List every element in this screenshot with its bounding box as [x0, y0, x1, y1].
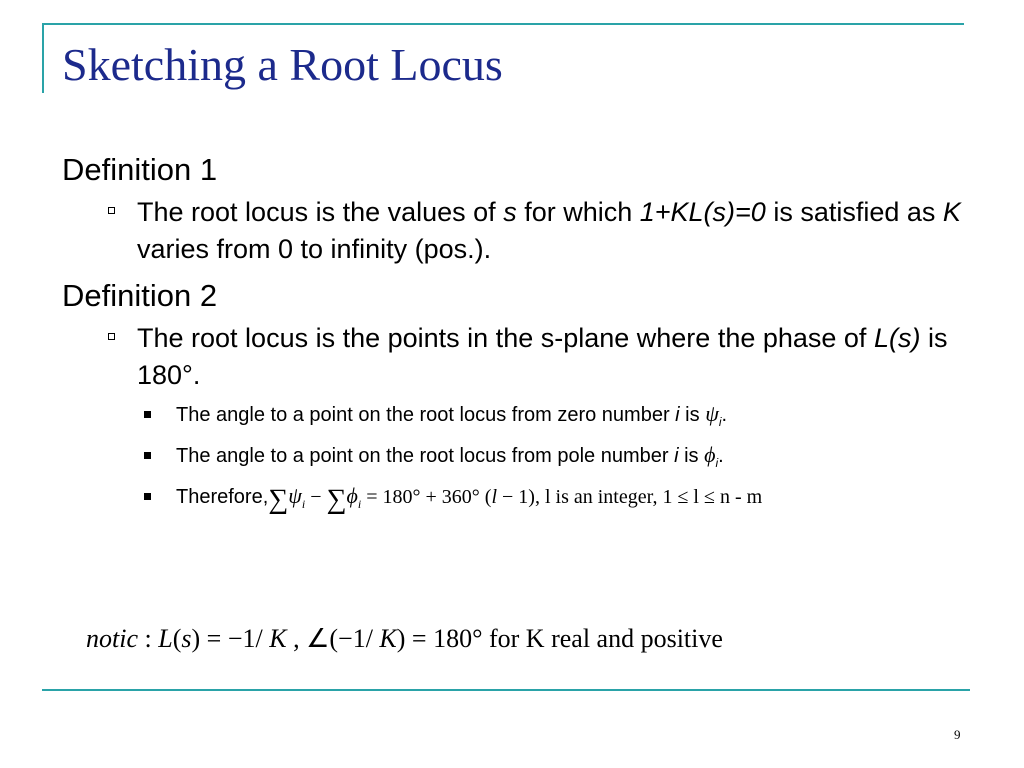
notice-equation: notic : L(s) = −1/ K , ∠(−1/ K) = 180° for K real and positive — [86, 624, 723, 653]
left-frame-line — [42, 23, 44, 93]
square-bullet-icon — [144, 411, 151, 418]
definition-2-text: The root locus is the points in the s-plane where the phase of L(s) is 180°. — [62, 320, 992, 394]
definition-1-text: The root locus is the values of s for which 1+KL(s)=0 is satisfied as K varies from 0 to infinity (pos.). — [62, 194, 992, 268]
angle-condition-equation: $\sum\psi_i - \sum\phi_i = 180^\circ + 360^\circ$ (l − 1), l is an integer, 1 ≤ l ≤ n - m — [268, 483, 763, 515]
definition-1-heading: Definition 1 — [62, 152, 218, 187]
angle-condition-item: $Therefore,\sum\psi_i - \sum\phi_i = 180^\circ + 360^\circ$ (l − 1), l is an integer, 1 ≤ l ≤ n - m — [62, 483, 992, 517]
zero-angle-item: The angle to a point on the root locus from zero number i is $\psi_i$. — [62, 401, 992, 435]
square-bullet-icon — [144, 452, 151, 459]
hollow-square-bullet-icon — [108, 333, 115, 340]
definition-2-heading: Definition 2 — [62, 278, 218, 313]
pole-angle-item: The angle to a point on the root locus from pole number i is $\phi_i$. — [62, 442, 992, 476]
top-frame-line — [42, 23, 964, 25]
square-bullet-icon — [144, 493, 151, 500]
slide-body — [62, 152, 992, 517]
slide-title: Sketching a Root Locus — [62, 39, 503, 90]
page-number: 9 — [954, 727, 961, 742]
hollow-square-bullet-icon — [108, 207, 115, 214]
bottom-frame-line — [42, 689, 970, 691]
